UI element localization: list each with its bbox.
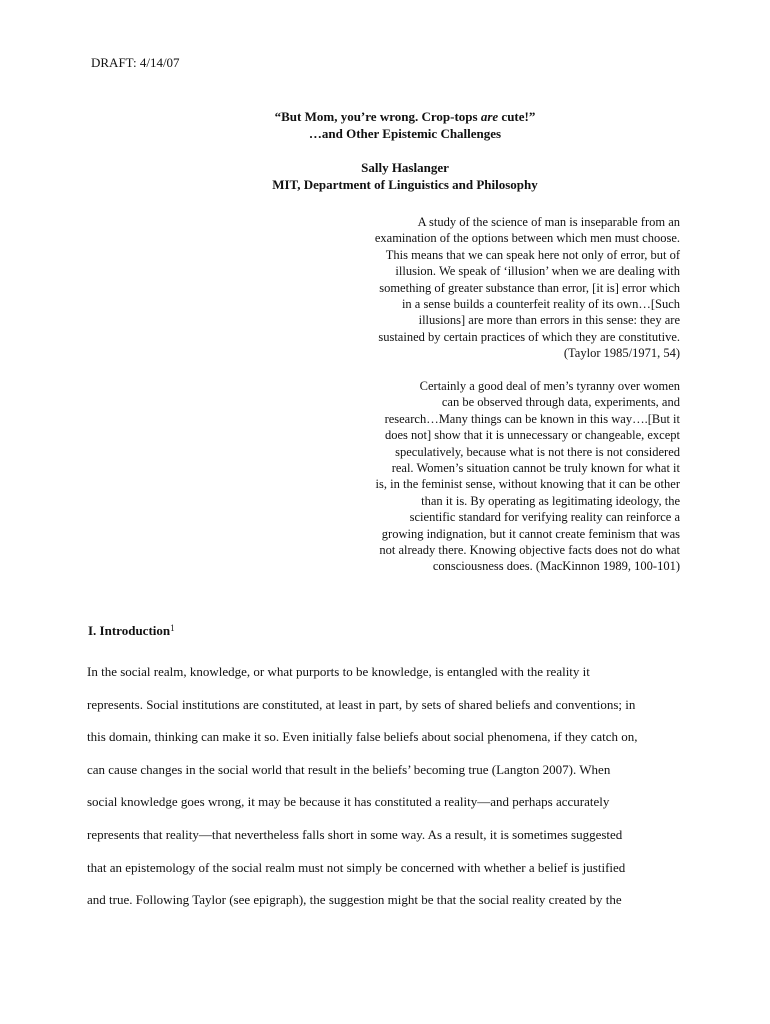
body-paragraph [87,656,687,917]
epigraph-line: something of greater substance than error, [it is] error which [379,280,680,295]
epigraph-line: growing indignation, but it cannot create feminism that was [381,526,680,541]
author-affiliation: MIT, Department of Linguistics and Philosophy [272,177,538,192]
epigraph-line: research…Many things can be known in this way….[But it [384,411,680,426]
epigraph-line: scientific standard for verifying reality can reinforce a [409,510,680,525]
body-line: this domain, thinking can make it so. Even initially false beliefs about social phenomena, if they catch on, [87,729,638,745]
epigraph-line: is, in the feminist sense, without knowing that it can be other [375,477,680,492]
epigraph-line: in a sense builds a counterfeit reality of its own…[Such [401,297,680,312]
body-line: In the social realm, knowledge, or what purports to be knowledge, is entangled with the reality it [87,664,590,679]
epigraph-line: illusion. We speak of ‘illusion’ when we are dealing with [395,264,680,279]
body-line: that an epistemology of the social realm must not simply be concerned with whether a belief is justified [87,859,626,875]
epigraph-line: than it is. By operating as legitimating ideology, the [421,493,680,508]
footnote-marker[interactable]: 1 [170,623,175,633]
epigraph-line: sustained by certain practices of which they are constitutive. [378,329,680,344]
body-line: represents. Social institutions are constituted, at least in part, by sets of shared beliefs and conventions; in [87,696,636,712]
section-heading [88,623,175,639]
epigraph-line: can be observed through data, experiments, and [441,395,680,410]
epigraph-line: real. Women’s situation cannot be truly known for what it [391,461,680,476]
epigraph-citation: consciousness does. (MacKinnon 1989, 100-101) [432,559,680,574]
epigraph-line: A study of the science of man is inseparable from an [417,215,680,229]
epigraph-line: Certainly a good deal of men’s tyranny over women [419,379,680,393]
epigraph-line: illusions] are more than errors in this sense: they are [418,313,680,328]
body-line: represents that reality—that nevertheless falls short in some way. As a result, it is sometimes suggested [87,826,623,842]
title-block [90,108,720,193]
body-line: social knowledge goes wrong, it may be because it has constituted a reality—and perhaps accurately [87,794,610,810]
epigraph-line: This means that we can speak here not only of error, but of [385,247,680,262]
epigraph-line: does not] show that it is unnecessary or changeable, except [384,428,680,443]
epigraph-citation: (Taylor 1985/1971, 54) [563,346,680,361]
epigraph-taylor [335,214,680,362]
title-emphasis: are [480,109,499,124]
paper-subtitle: …and Other Epistemic Challenges [308,126,502,141]
body-line: can cause changes in the social world that result in the beliefs’ becoming true (Langton 2007). When [87,761,611,777]
epigraph-line: not already there. Knowing objective facts does not do what [379,543,680,558]
title-part: cute!” [498,109,536,124]
epigraph-line: speculatively, because what is not there is not considered [395,444,680,459]
author-name: Sally Haslanger [361,160,449,175]
paper-title [90,108,720,125]
draft-date: DRAFT: 4/14/07 [91,55,180,70]
epigraph-mackinnon [335,378,680,575]
section-heading-text: I. Introduction [88,623,171,638]
epigraph-line: examination of the options between which men must choose. [374,231,680,246]
body-line: and true. Following Taylor (see epigraph), the suggestion might be that the social reality created by the [87,892,622,908]
title-part: “But Mom, you’re wrong. Crop-tops [274,109,481,124]
